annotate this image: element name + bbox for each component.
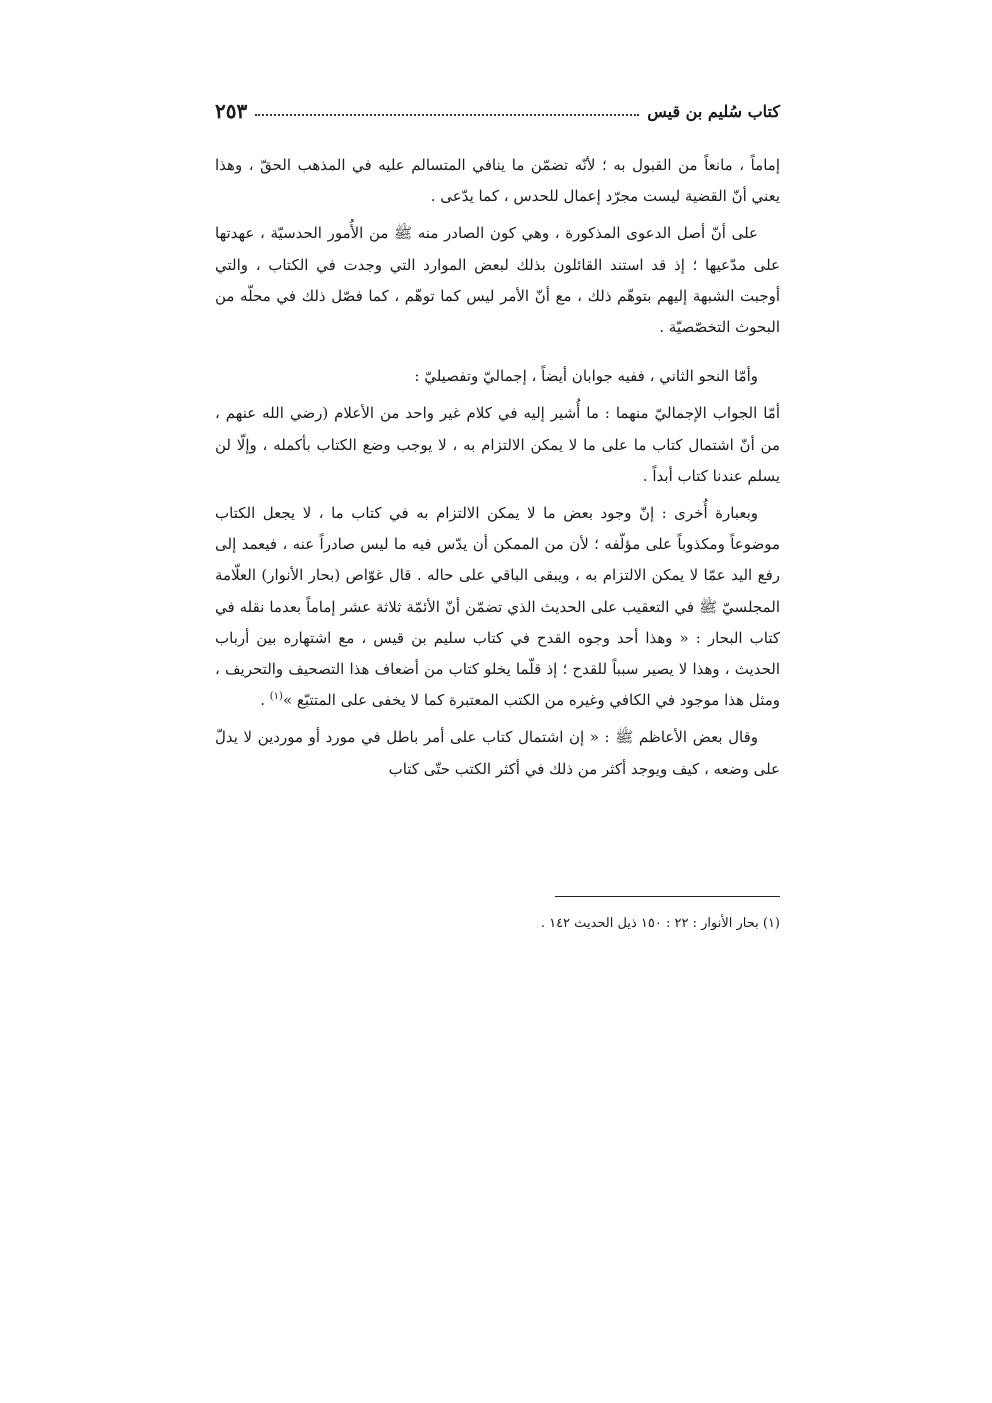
footnote: (١) بحار الأنوار : ٢٢ : ١٥٠ ذيل الحديث ١٤٢ . — [540, 916, 780, 931]
sentence-end: . — [260, 691, 265, 710]
running-header — [215, 96, 780, 126]
footnote-reference: (١) — [269, 691, 283, 703]
paragraph-text: وبعبارة أُخرى : إنّ وجود بعض ما لا يمكن الالتزام به في كتاب ما ، لا يجعل الكتاب موضوعاً ومكذوباً على مؤلّفه ؛ لأن من الممكن أن يدّس فيه ما ليس صادراً عنه ، فيعمد إلى رفع اليد عمّا لا يمكن الالتزام به ، ويبقى الباقي على حاله . قال غوّاص (بحار الأنوار) العلّامة المجلسيّ ﷺ في التعقيب على الحديث الذي تضمّن أنّ الأئمّة ثلاثة عشر إماماً بعدما نقله في كتاب البحار : « وهذا أحد وجوه القدح في كتاب سليم بن قيس ، مع اشتهاره بين أرباب الحديث ، وهذا لا يصير سبباً للقدح ؛ إذ قلّما يخلو كتاب من أضعاف هذا التصحيف والتحريف ، ومثل هذا موجود في الكافي وغيره من الكتب المعتبرة كما لا يخفى على المتتبّع » — [215, 504, 780, 710]
paragraph: على أنّ أصل الدعوى المذكورة ، وهي كون الصادر منه ﷺ من الأُمور الحدسيّة ، عهدتها على مدّعيها ؛ إذ قد استند القائلون بذلك لبعض الموارد التي وجدت في الكتاب ، والتي أوجبت الشبهة إليهم بتوهّم ذلك ، مع أنّ الأمر ليس كما توهّم ، كما فصّل ذلك في محلّه من البحوث التخصّصيّة . — [215, 224, 780, 337]
page-number: ٢٥٣ — [215, 99, 248, 123]
header-dot-leader — [255, 114, 639, 116]
paragraph: أمّا الجواب الإجماليّ منهما : ما أُشير إليه في كلام غير واحد من الأعلام (رضي الله عنهم ، من أنّ اشتمال كتاب ما على ما لا يمكن الالتزام به ، لا يوجب وضع الكتاب بأكمله ، وإلّا لن يسلم عندنا كتاب أبداً . — [215, 404, 780, 485]
paragraph: وقال بعض الأعاظم ﷺ : « إن اشتمال كتاب على أمر باطل في مورد أو موردين لا يدلّ على وضعه ، كيف ويوجد أكثر من ذلك في أكثر الكتب حتّى كتاب — [215, 728, 780, 778]
paragraph: إماماً ، مانعاً من القبول به ؛ لأنّه تضمّن ما ينافي المتسالم عليه في المذهب الحقّ ، وهذا يعني أنّ القضية ليست مجرّد إعمال للحدس ، كما يدّعى . — [215, 156, 780, 206]
paragraph — [215, 498, 780, 716]
paragraph: وأمّا النحو الثاني ، ففيه جوابان أيضاً ، إجماليّ وتفصيليّ : — [414, 367, 758, 386]
footnote-separator — [555, 896, 780, 897]
book-title: كتاب سُليم بن قيس — [647, 101, 780, 121]
main-text — [215, 150, 780, 791]
